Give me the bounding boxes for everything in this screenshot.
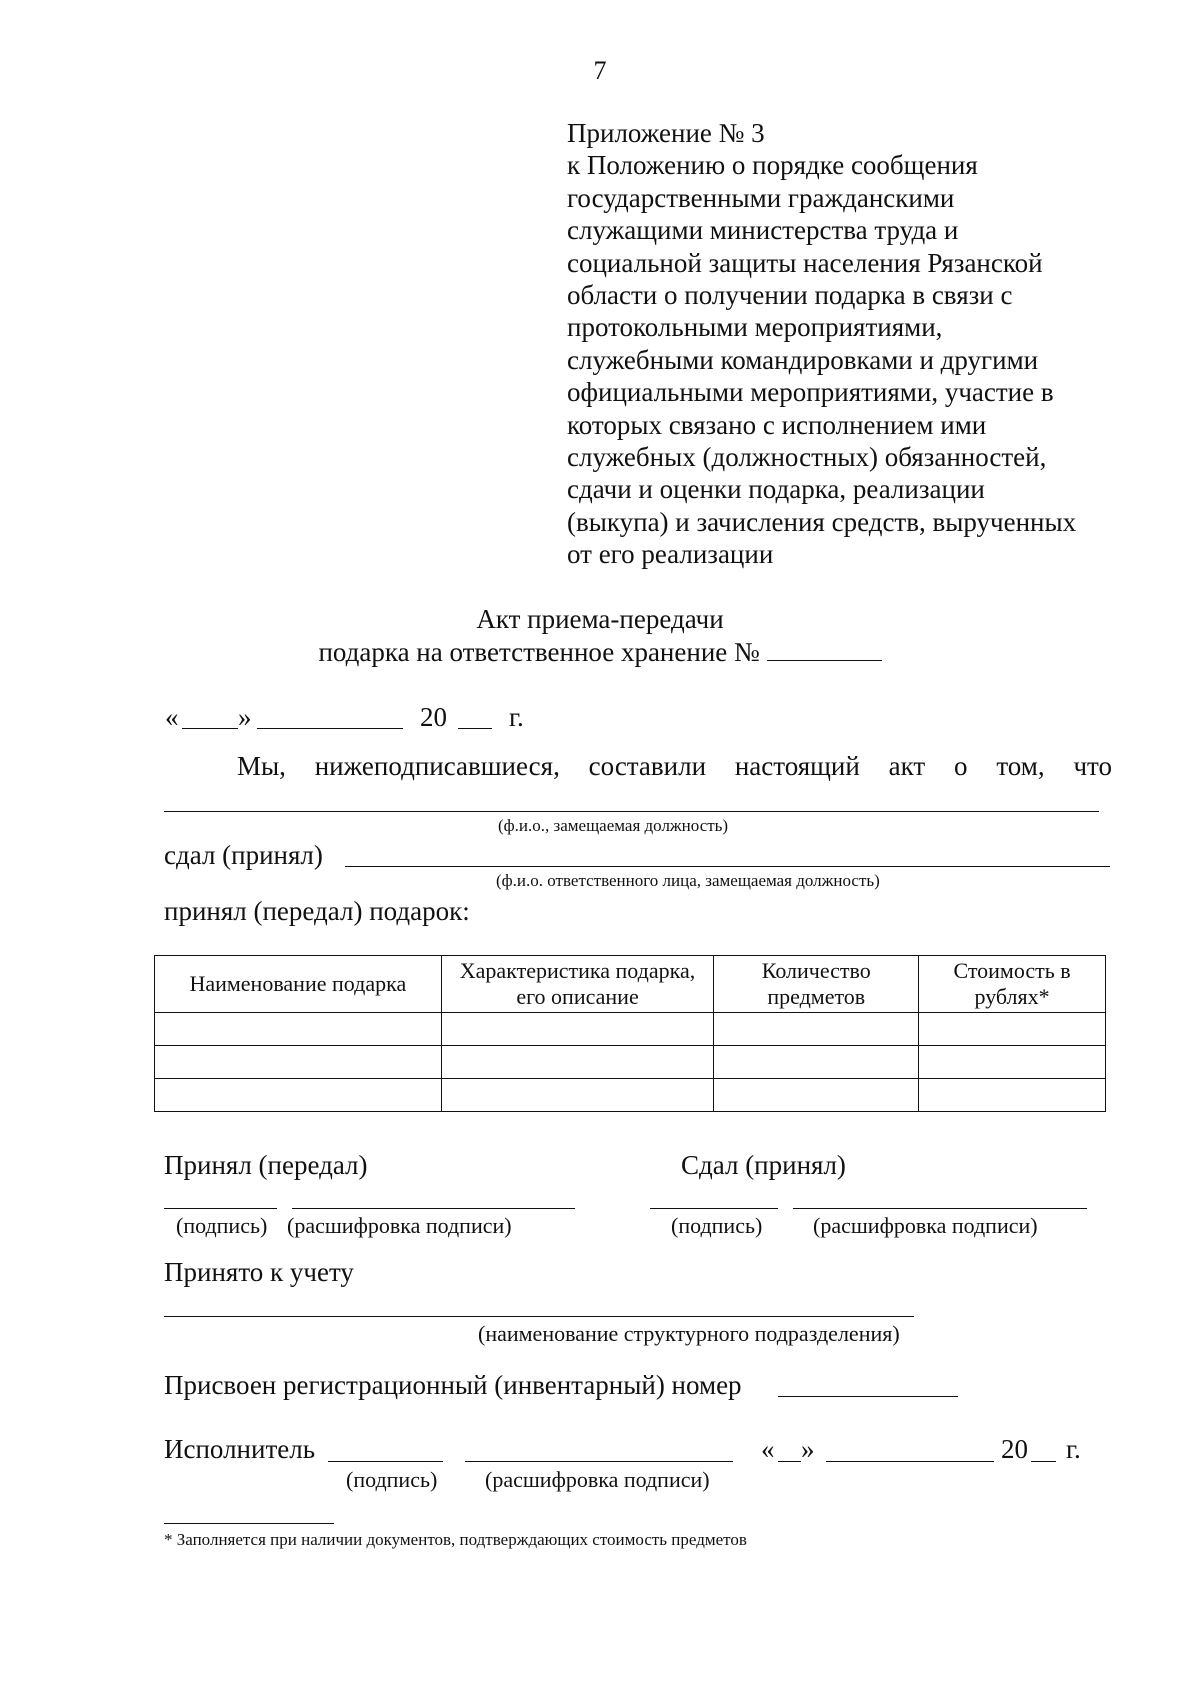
table-header-row	[155, 956, 1106, 1013]
act-number-field[interactable]	[767, 638, 882, 661]
table-cell[interactable]	[714, 1079, 919, 1112]
gift-table	[154, 955, 1106, 1112]
act-title: Акт приема-передачи	[476, 604, 724, 634]
appendix-line: социальной защиты населения Рязанской	[567, 247, 1043, 278]
act-subtitle-text: подарка на ответственное хранение №	[318, 637, 760, 667]
table-row	[155, 1046, 1106, 1079]
date-year-prefix: 20	[420, 702, 447, 732]
executor-year-suffix: г.	[1066, 1434, 1081, 1464]
right-decode-field[interactable]	[793, 1208, 1087, 1209]
footnote: * Заполняется при наличии документов, подтверждающих стоимость предметов	[164, 1530, 747, 1549]
appendix-line: официальными мероприятиями, участие в	[567, 377, 1054, 408]
table-cell[interactable]	[155, 1013, 442, 1046]
we-word: что	[1073, 751, 1112, 781]
left-signature-label: Принял (передал)	[164, 1150, 368, 1180]
executor-month-field[interactable]	[826, 1461, 994, 1462]
right-signature-caption: (подпись)	[671, 1213, 763, 1238]
executor-decode-field[interactable]	[465, 1461, 733, 1462]
appendix-line: государственными гражданскими	[567, 182, 955, 213]
right-signature-label: Сдал (принял)	[681, 1150, 846, 1180]
table-cell[interactable]	[155, 1079, 442, 1112]
we-word: составили	[588, 751, 707, 781]
date-year-suffix: г.	[509, 702, 524, 732]
table-cell[interactable]	[714, 1013, 919, 1046]
we-word: о	[954, 751, 968, 781]
appendix-line: которых связано с исполнением ими	[567, 409, 987, 440]
table-cell[interactable]	[441, 1046, 714, 1079]
left-signature-field[interactable]	[164, 1208, 277, 1209]
fio-caption: (ф.и.о., замещаемая должность)	[498, 816, 729, 835]
appendix-line: протокольными мероприятиями,	[567, 312, 943, 343]
executor-label: Исполнитель	[164, 1434, 316, 1464]
date-year-field[interactable]	[458, 728, 492, 729]
act-subtitle	[0, 636, 1200, 668]
we-word: нижеподписавшиеся,	[314, 751, 560, 781]
appendix-line: сдачи и оценки подарка, реализации	[567, 474, 985, 505]
registration-number-field[interactable]	[778, 1396, 958, 1397]
appendix-header	[567, 117, 1076, 571]
we-word: том,	[996, 751, 1045, 781]
appendix-line: от его реализации	[567, 539, 774, 570]
executor-close-quote: »	[801, 1434, 815, 1464]
page-number: 7	[593, 56, 607, 85]
table-cell[interactable]	[155, 1046, 442, 1079]
we-word: акт	[888, 751, 926, 781]
appendix-line: служащими министерства труда и	[567, 215, 959, 246]
table-cell[interactable]	[919, 1046, 1106, 1079]
table-row	[155, 1013, 1106, 1046]
appendix-line: области о получении подарка в связи с	[567, 280, 1013, 311]
executor-signature-field[interactable]	[328, 1461, 443, 1462]
table-cell[interactable]	[919, 1013, 1106, 1046]
date-month-field[interactable]	[257, 728, 403, 729]
executor-year-field[interactable]	[1031, 1461, 1056, 1462]
registration-label: Присвоен регистрационный (инвентарный) номер	[164, 1370, 742, 1400]
executor-day-field[interactable]	[778, 1461, 801, 1462]
date-day-field[interactable]	[182, 728, 238, 729]
handed-label: сдал (принял)	[164, 840, 323, 870]
department-caption: (наименование структурного подразделения)	[478, 1321, 900, 1346]
table-cell[interactable]	[441, 1079, 714, 1112]
left-decode-field[interactable]	[292, 1208, 575, 1209]
appendix-line: служебных (должностных) обязанностей,	[567, 442, 1047, 473]
left-decode-caption: (расшифровка подписи)	[287, 1213, 512, 1238]
header-quantity: Количество предметов	[714, 956, 919, 1013]
we-signed-line	[237, 750, 1112, 782]
right-decode-caption: (расшифровка подписи)	[813, 1213, 1038, 1238]
executor-year-prefix: 20	[1001, 1434, 1028, 1464]
right-signature-field[interactable]	[650, 1208, 778, 1209]
responsible-caption: (ф.и.о. ответственного лица, замещаемая должность)	[496, 871, 880, 890]
fio-field[interactable]	[164, 811, 1099, 812]
date-open-quote: «	[165, 702, 179, 732]
header-cost: Стоимость в рублях*	[919, 956, 1106, 1013]
table-row	[155, 1079, 1106, 1112]
header-gift-name: Наименование подарка	[155, 956, 442, 1013]
accounting-label: Принято к учету	[164, 1257, 354, 1287]
appendix-line: (выкупа) и зачисления средств, вырученных	[567, 506, 1077, 537]
appendix-line: Приложение № 3	[567, 118, 765, 148]
table-cell[interactable]	[441, 1013, 714, 1046]
department-field[interactable]	[164, 1316, 914, 1317]
executor-open-quote: «	[761, 1434, 775, 1464]
date-close-quote: »	[238, 702, 252, 732]
left-signature-caption: (подпись)	[176, 1213, 268, 1238]
table-cell[interactable]	[919, 1079, 1106, 1112]
table-cell[interactable]	[714, 1046, 919, 1079]
we-word: Мы,	[237, 751, 286, 781]
handed-field[interactable]	[345, 866, 1110, 867]
we-word: настоящий	[734, 751, 860, 781]
executor-decode-caption: (расшифровка подписи)	[485, 1467, 710, 1492]
header-gift-description: Характеристика подарка, его описание	[441, 956, 714, 1013]
appendix-line: к Положению о порядке сообщения	[567, 150, 978, 181]
appendix-line: служебными командировками и другими	[567, 344, 1039, 375]
footnote-separator	[164, 1523, 334, 1524]
accepted-gift-label: принял (передал) подарок:	[164, 896, 470, 926]
executor-signature-caption: (подпись)	[346, 1467, 438, 1492]
